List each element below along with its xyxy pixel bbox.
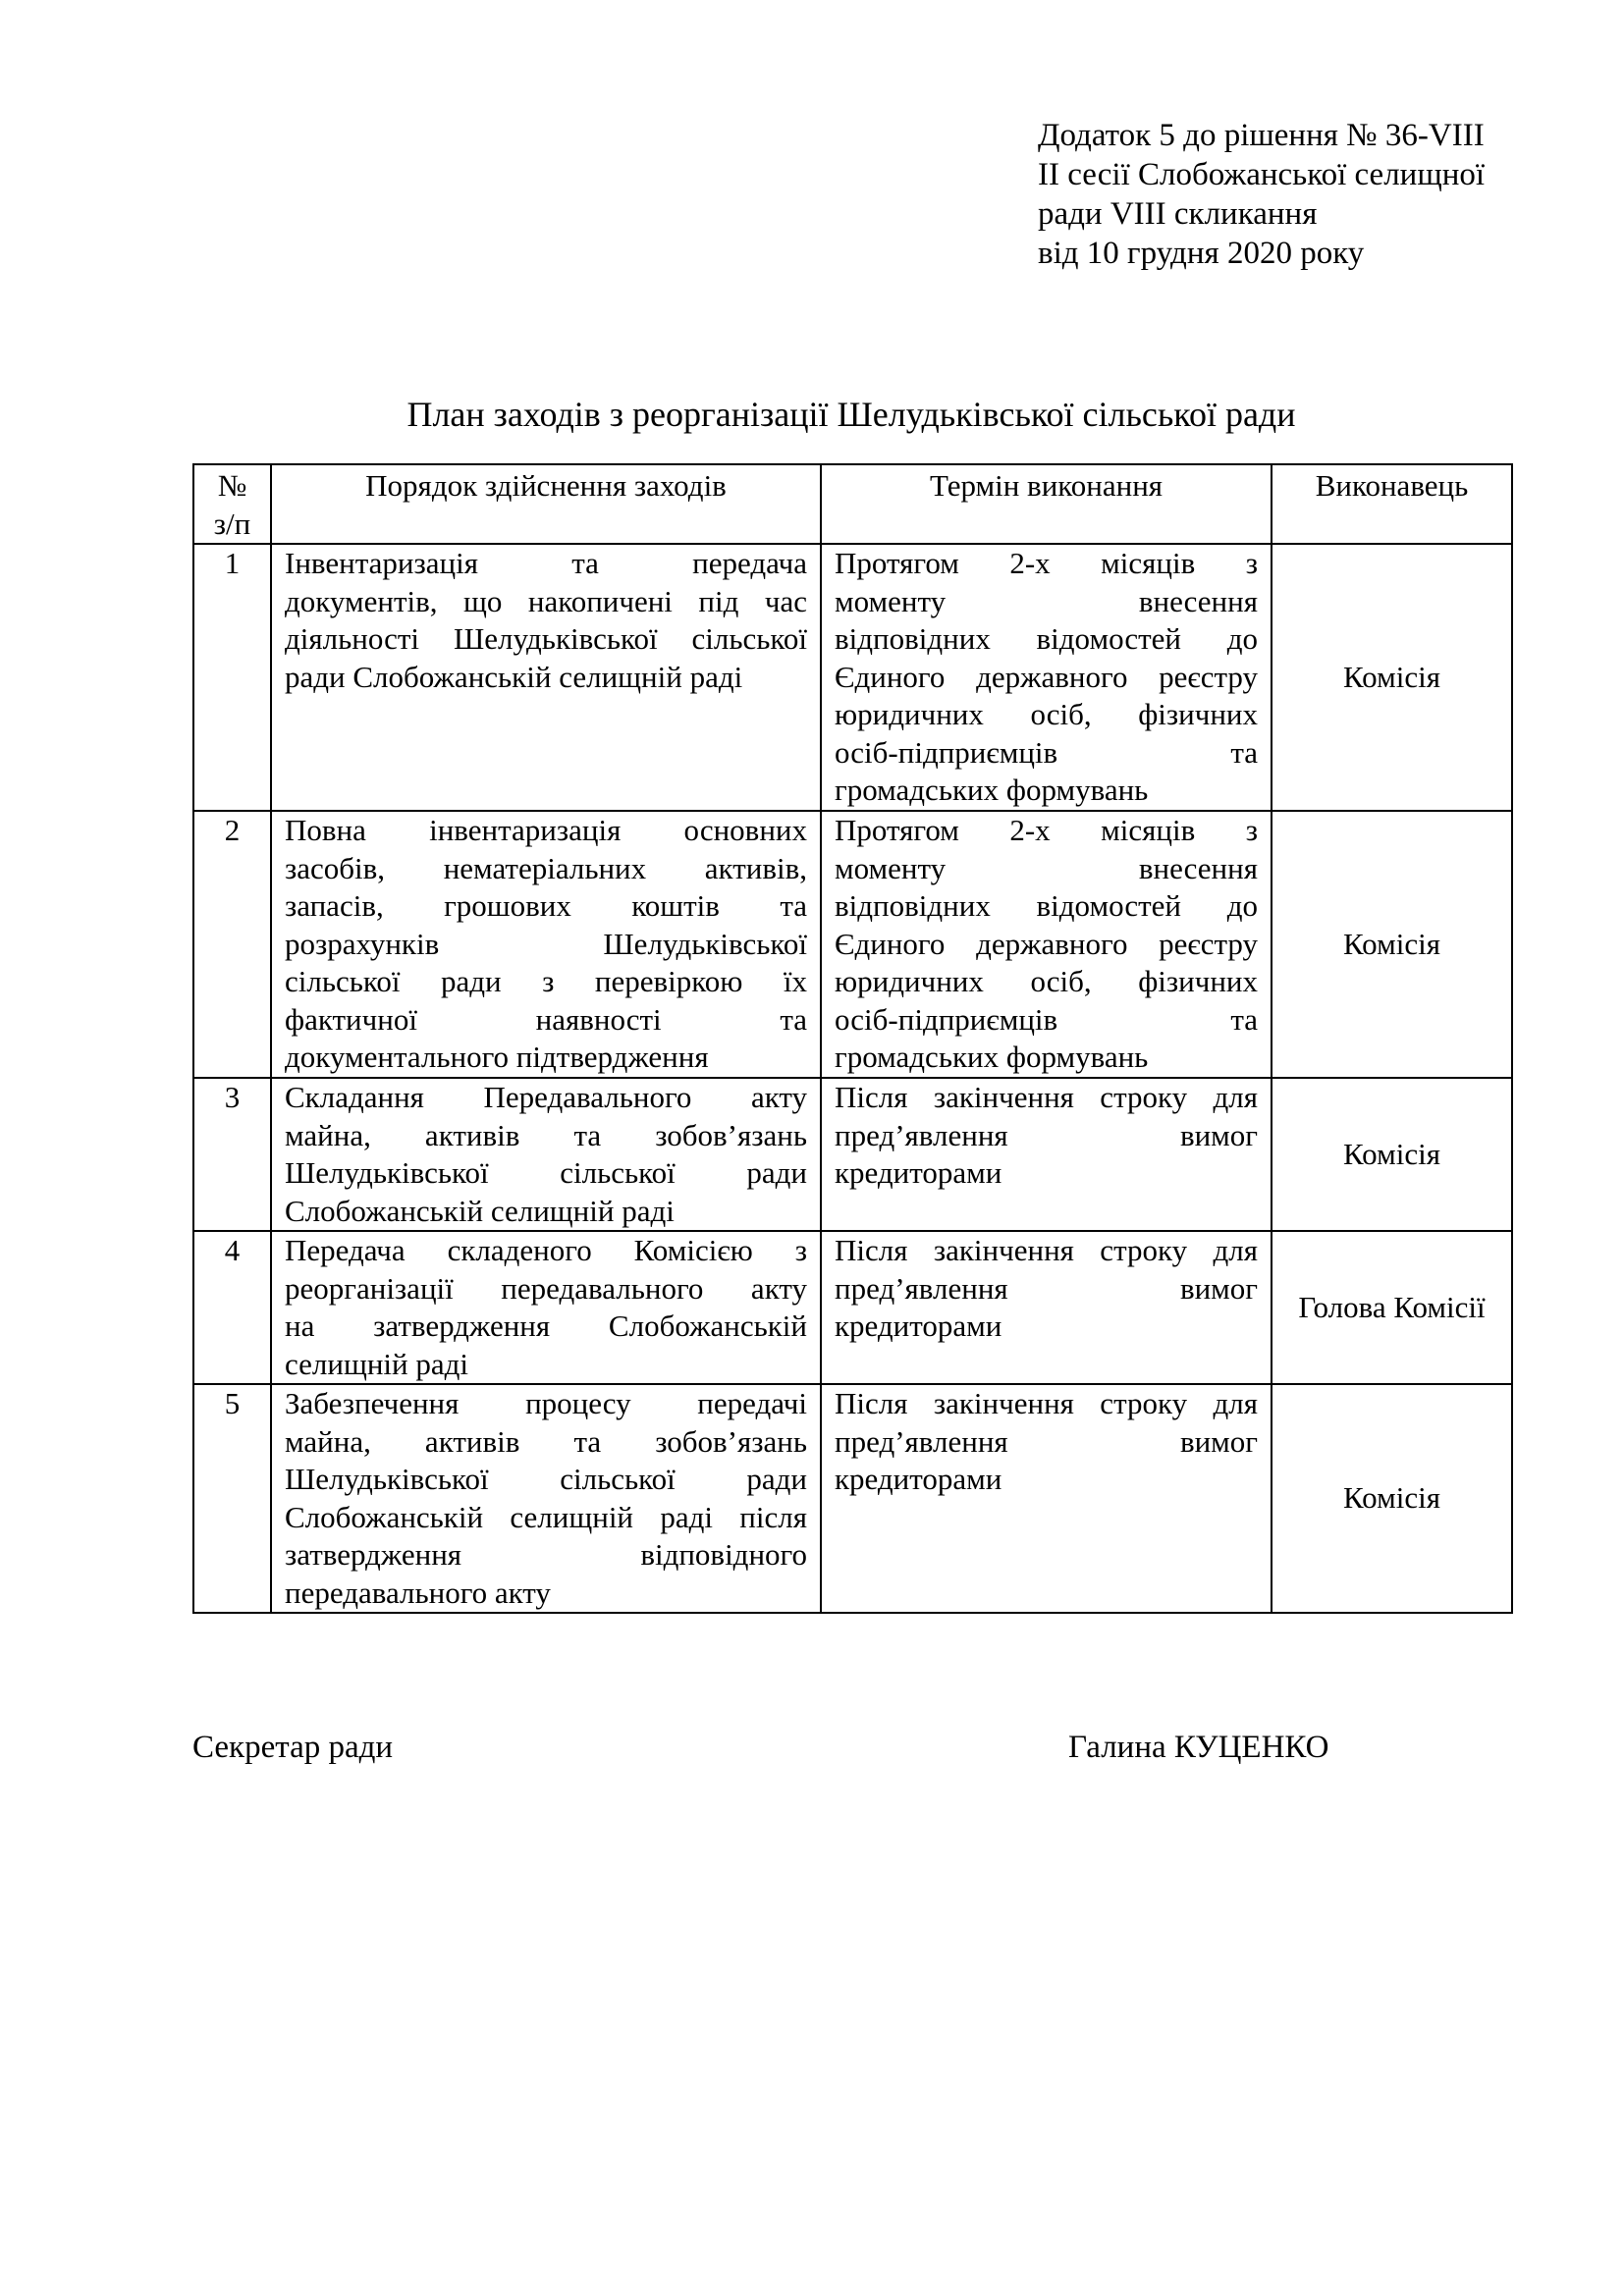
term-line: Після закінчення строку для xyxy=(835,1386,1258,1420)
row-executor: Голова Комісії xyxy=(1272,1231,1512,1384)
row-term xyxy=(821,1231,1272,1384)
action-line: Слобожанській селищній раді після xyxy=(285,1499,807,1534)
row-number: 4 xyxy=(193,1231,271,1384)
action-line: селищній раді xyxy=(285,1346,469,1381)
term-line: Після закінчення строку для xyxy=(835,1233,1258,1267)
signatory-name: Галина КУЦЕНКО xyxy=(1068,1730,1329,1765)
term-line: кредиторами xyxy=(835,1462,1002,1496)
term-line: моменту внесення xyxy=(835,850,1258,885)
term-line: моменту внесення xyxy=(835,583,1258,618)
action-line: Забезпечення процесу передачі xyxy=(285,1386,807,1420)
term-line: кредиторами xyxy=(835,1308,1002,1343)
table-row xyxy=(193,544,1512,811)
header-action: Порядок здійснення заходів xyxy=(271,464,821,544)
header-number-line1: № xyxy=(217,468,247,503)
appendix-line: ради VIII скликання xyxy=(1038,196,1318,232)
row-action xyxy=(271,544,821,811)
term-line: відповідних відомостей до xyxy=(835,621,1258,656)
term-line: Протягом 2-х місяців з xyxy=(835,813,1258,847)
row-number: 3 xyxy=(193,1078,271,1231)
action-line: запасів, грошових коштів та xyxy=(285,888,807,923)
table-row xyxy=(193,1078,1512,1231)
action-line: передавального акту xyxy=(285,1575,551,1610)
action-line: реорганізації передавального акту xyxy=(285,1270,807,1306)
term-line: кредиторами xyxy=(835,1155,1002,1190)
appendix-line: Додаток 5 до рішення № 36-VIII xyxy=(1038,118,1485,153)
term-line: пред’явлення вимог xyxy=(835,1270,1258,1306)
header-number xyxy=(193,464,271,544)
row-term xyxy=(821,544,1272,811)
header-term: Термін виконання xyxy=(821,464,1272,544)
table-header-row xyxy=(193,464,1512,544)
row-term xyxy=(821,811,1272,1078)
action-line: Шелудьківської сільської ради xyxy=(285,1462,807,1496)
term-line: громадських формувань xyxy=(835,773,1149,807)
term-line: осіб-підприємців та xyxy=(835,734,1258,770)
action-line: розрахунків Шелудьківської xyxy=(285,926,807,961)
action-line: ради Слобожанській селищній раді xyxy=(285,659,743,694)
action-line: документів, що накопичені під час xyxy=(285,583,807,618)
table-row xyxy=(193,811,1512,1078)
appendix-note xyxy=(1038,116,1485,273)
row-term xyxy=(821,1384,1272,1613)
action-line: Шелудьківської сільської ради xyxy=(285,1155,807,1190)
action-line: на затвердження Слобожанській xyxy=(285,1308,807,1343)
term-line: Єдиного державного реєстру xyxy=(835,659,1258,694)
table-row xyxy=(193,1384,1512,1613)
row-number: 5 xyxy=(193,1384,271,1613)
signatory-position: Секретар ради xyxy=(192,1730,394,1765)
row-action xyxy=(271,1231,821,1384)
action-line: фактичної наявності та xyxy=(285,1001,807,1037)
action-line: сільської ради з перевіркою їх xyxy=(285,964,807,998)
row-executor: Комісія xyxy=(1272,811,1512,1078)
row-action xyxy=(271,1078,821,1231)
appendix-line: ІІ сесії Слобожанської селищної xyxy=(1038,157,1486,192)
action-line: Слобожанській селищній раді xyxy=(285,1193,675,1228)
term-line: юридичних осіб, фізичних xyxy=(835,697,1258,731)
term-line: пред’явлення вимог xyxy=(835,1423,1258,1459)
term-line: Єдиного державного реєстру xyxy=(835,926,1258,961)
row-number: 2 xyxy=(193,811,271,1078)
row-number: 1 xyxy=(193,544,271,811)
row-executor: Комісія xyxy=(1272,1384,1512,1613)
table-row xyxy=(193,1231,1512,1384)
action-line: Складання Передавального акту xyxy=(285,1080,807,1114)
action-line: Повна інвентаризація основних xyxy=(285,813,807,847)
term-line: осіб-підприємців та xyxy=(835,1001,1258,1037)
action-line: майна, активів та зобов’язань xyxy=(285,1117,807,1152)
header-executor: Виконавець xyxy=(1272,464,1512,544)
term-line: громадських формувань xyxy=(835,1040,1149,1074)
action-line: затвердження відповідного xyxy=(285,1537,807,1572)
term-line: пред’явлення вимог xyxy=(835,1117,1258,1152)
action-line: документального підтвердження xyxy=(285,1040,709,1074)
action-line: засобів, нематеріальних активів, xyxy=(285,850,807,885)
document-title: План заходів з реорганізації Шелудьківської сільської ради xyxy=(406,395,1296,434)
row-term xyxy=(821,1078,1272,1231)
term-line: Протягом 2-х місяців з xyxy=(835,546,1258,580)
appendix-line: від 10 грудня 2020 року xyxy=(1038,236,1365,271)
action-line: діяльності Шелудьківської сільської xyxy=(285,621,807,656)
header-number-line2: з/п xyxy=(213,506,251,541)
action-line: Інвентаризація та передача xyxy=(285,546,807,580)
row-executor: Комісія xyxy=(1272,1078,1512,1231)
row-action xyxy=(271,1384,821,1613)
term-line: Після закінчення строку для xyxy=(835,1080,1258,1114)
row-executor: Комісія xyxy=(1272,544,1512,811)
measures-table xyxy=(192,463,1513,1614)
row-action xyxy=(271,811,821,1078)
action-line: майна, активів та зобов’язань xyxy=(285,1423,807,1459)
action-line: Передача складеного Комісією з xyxy=(285,1233,807,1267)
term-line: юридичних осіб, фізичних xyxy=(835,964,1258,998)
term-line: відповідних відомостей до xyxy=(835,888,1258,923)
